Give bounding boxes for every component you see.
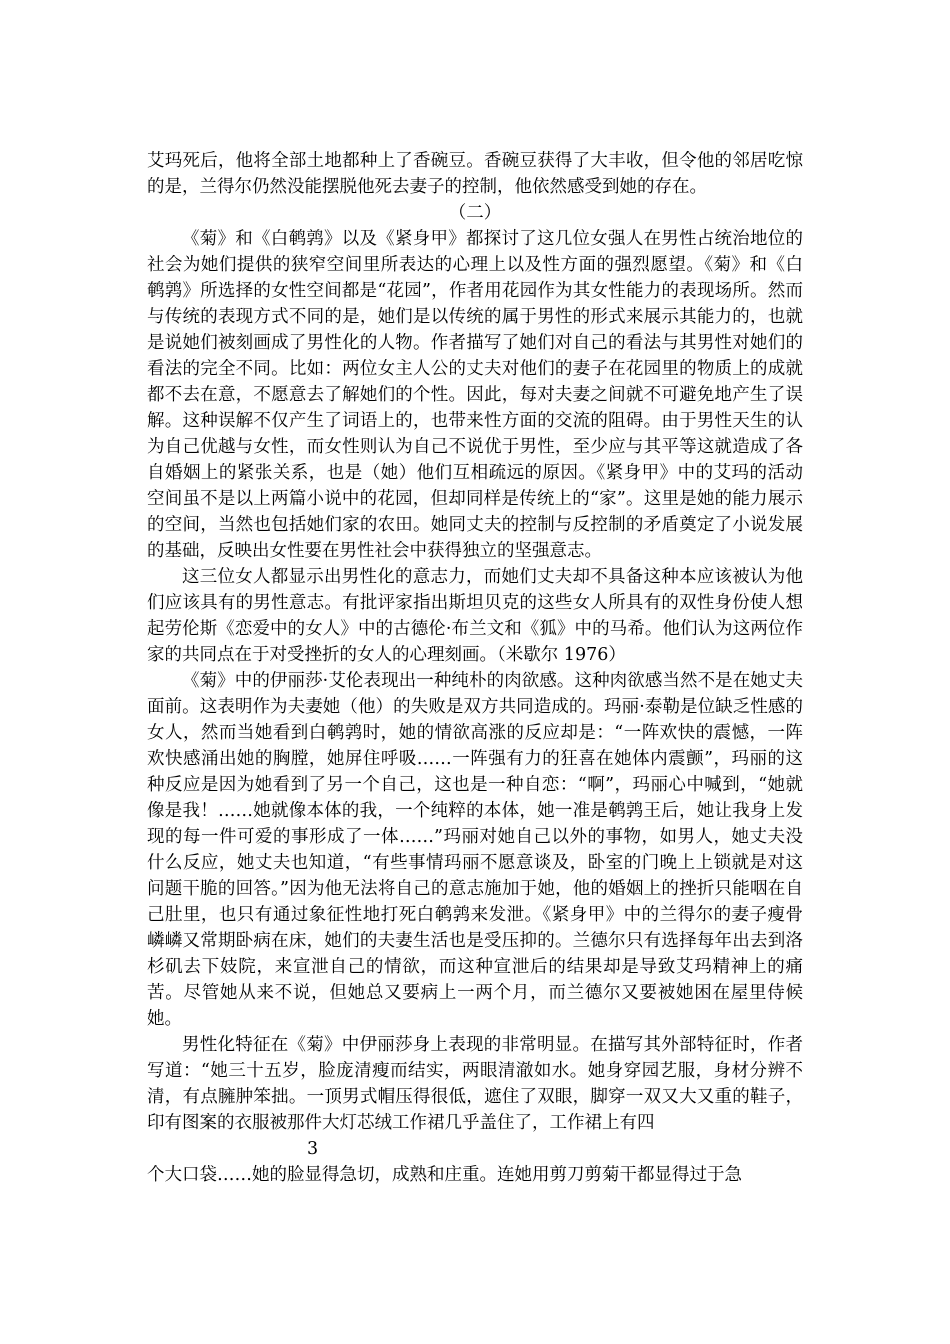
document-page [147,148,803,1188]
section-heading: （二） [448,203,502,223]
page-number: 3 [307,1139,319,1159]
paragraph-intro: 艾玛死后，他将全部土地都种上了香碗豆。香碗豆获得了大丰收，但令他的邻居吃惊的是，兰得尔仍然没能摆脱他死去妻子的控制，他依然感受到她的存在。 [147,151,803,197]
paragraph-continuation: 个大口袋……她的脸显得急切，成熟和庄重。连她用剪刀剪菊干都显得过于急 [147,1165,742,1185]
paragraph-1: 《菊》和《白鹌鹑》以及《紧身甲》都探讨了这几位女强人在男性占统治地位的社会为她们提供的狭窄空间里所表达的心理上以及性方面的强烈愿望。《菊》和《白鹌鹑》所选择的女性空间都是“花园”，作者用花园作为其女性能力的表现场所。然而与传统的表现方式不同的是，她们是以传统的属于男性的形式来展示其能力的，也就是说她们被刻画成了男性化的人物。作者描写了她们对自己的看法与其男性对她们的看法的完全不同。比如：两位女主人公的丈夫对他们的妻子在花园里的物质上的成就都不去在意，不愿意去了解她们的个性。因此，每对夫妻之间就不可避免地产生了误解。这种误解不仅产生了词语上的，也带来性方面的交流的阻碍。由于男性天生的认为自己优越与女性，而女性则认为自己不说优于男性，至少应与其平等这就造成了各自婚姻上的紧张关系，也是（她）他们互相疏远的原因。《紧身甲》中的艾玛的活动空间虽不是以上两篇小说中的花园，但却同样是传统上的“家”。这里是她的能力展示的空间，当然也包括她们家的农田。她同丈夫的控制与反控制的矛盾奠定了小说发展的基础，反映出女性要在男性社会中获得独立的坚强意志。 [147,229,803,561]
paragraph-4: 男性化特征在《菊》中伊丽莎身上表现的非常明显。在描写其外部特征时，作者写道：“她三十五岁，脸庞清瘦而结实，两眼清澈如水。她身穿园艺服，身材分辨不清，有点臃肿笨拙。一顶男式帽压得很低，遮住了双眼，脚穿一双又大又重的鞋子，印有图案的衣服被那件大灯芯绒工作裙几乎盖住了，工作裙上有四 [147,1035,803,1133]
paragraph-3: 《菊》中的伊丽莎·艾伦表现出一种纯朴的肉欲感。这种肉欲感当然不是在她丈夫面前。这表明作为夫妻她（他）的失败是双方共同造成的。玛丽·泰勒是位缺乏性感的女人，然而当她看到白鹌鹑时，她的情欲高涨的反应却是：“一阵欢快的震憾，一阵欢快感涌出她的胸膛，她屏住呼吸……一阵强有力的狂喜在她体内震颤”，玛丽的这种反应是因为她看到了另一个自己，这也是一种自恋：“啊”，玛丽心中喊到，“她就像是我！……她就像本体的我，一个纯粹的本体，她一准是鹌鹑王后，她让我身上发现的每一件可爱的事形成了一体……”玛丽对她自己以外的事物，如男人，她丈夫没什么反应，她丈夫也知道，“有些事情玛丽不愿意谈及，卧室的门晚上上锁就是对这问题干脆的回答。”因为他无法将自己的意志施加于她，他的婚姻上的挫折只能咽在自己肚里，也只有通过象征性地打死白鹌鹑来发泄。《紧身甲》中的兰得尔的妻子瘦骨嶙嶙又常期卧病在床，她们的夫妻生活也是受压抑的。兰德尔只有选择每年出去到洛杉矶去下妓院，来宣泄自己的情欲，而这种宣泄后的结果却是导致艾玛精神上的痛苦。尽管她从来不说，但她总又要病上一两个月，而兰德尔又要被她困在屋里侍候她。 [147,671,803,1029]
paragraph-2: 这三位女人都显示出男性化的意志力，而她们丈夫却不具备这种本应该被认为他们应该具有的男性意志。有批评家指出斯坦贝克的这些女人所具有的双性身份使人想起劳伦斯《恋爱中的女人》中的古德伦·布兰文和《狐》中的马希。他们认为这两位作家的共同点在于对受挫折的女人的心理刻画。（米歇尔 1976） [147,567,803,665]
